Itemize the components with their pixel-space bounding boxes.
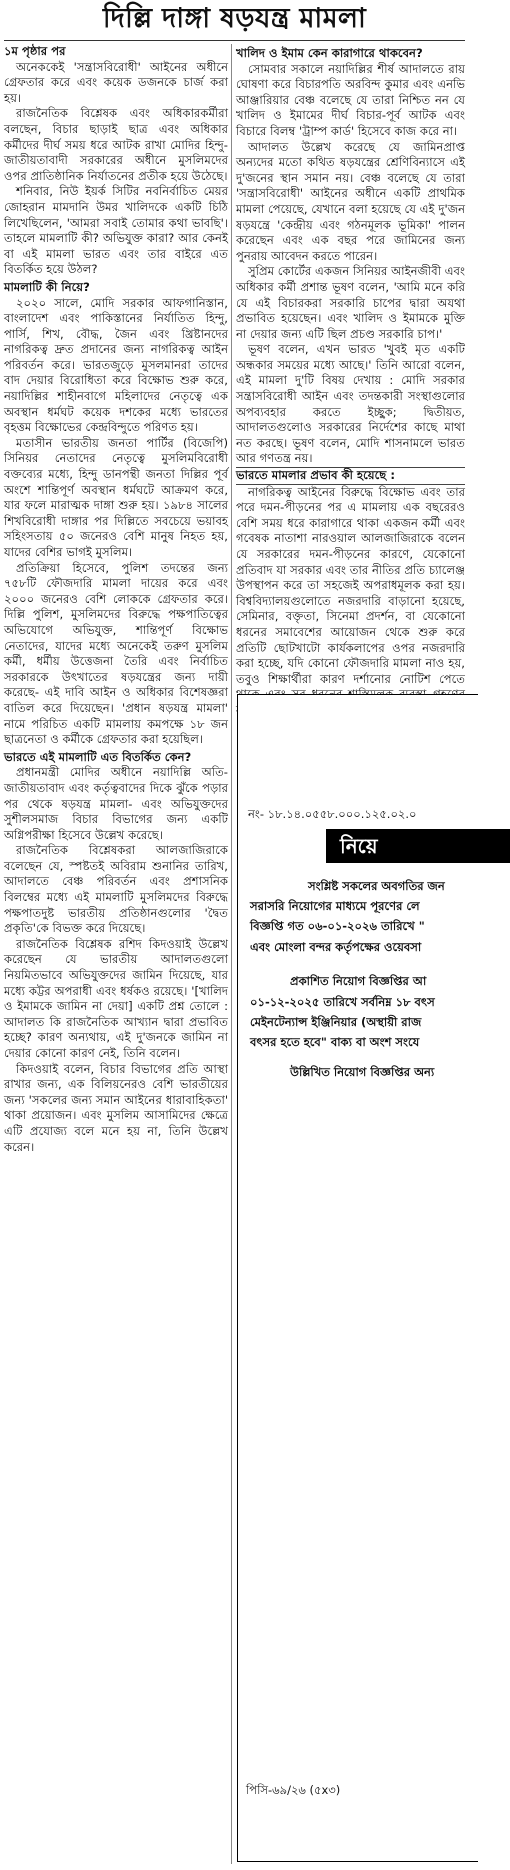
right-column [236,44,465,686]
ad-text-line: প্রকাশিত নিয়োগ বিজ্ঞপ্তির আ [290,974,427,988]
ad-text-line: সরাসরি নিয়োগের মাধ্যমে পূরণের লে [250,899,420,913]
headline-rule [4,40,465,41]
ad-text-line: বৎসর হতে হবে" বাক্য বা অংশ সংযে [250,1035,420,1049]
subheading: খালিদ ও ইমাম কেন কারাগারে থাকবেন? [236,46,423,60]
ad-text-line: এবং মোংলা বন্দর কর্তৃপক্ষের ওয়েবসা [250,940,422,954]
continued-from-kicker: ১ম পৃষ্ঠার পর [4,44,66,58]
ad-code: পিসি-৬৯/২৬ (৫x৩) [246,1783,341,1797]
ad-text-line: বিজ্ঞপ্তি গত ০৬-০১-২০২৬ তারিখে " [250,919,425,933]
paragraph: অনেককেই 'সন্ত্রাসবিরোধী' আইনের অধীনে গ্রেফতার করে এবং কয়েক ডজনকে চার্জ করা হয়। [4,59,228,105]
ad-banner: নিয়ে [326,829,510,863]
paragraph: নাগরিকত্ব আইনের বিরুদ্ধে বিক্ষোভ এবং তার পরে দমন-পীড়নের পর এ মামলায় এক বছরেরও বেশি সময় ধরে কারাগারে থাকা একজন কর্মী এবং গবেষক নাতাশা নারওয়াল আলজাজিরাকে বলেন যে সরকারের দমন-পীড়নের কারণে, যেকোনো প্রতিবাদ যা সরকার এবং তার নীতির প্রতি চ্যালেঞ্জ উপস্থাপন করে তা সহজেই অপরাধমূলক করা হয়। বিশ্ববিদ্যালয়গুলোতে নজরদারি বাড়ানো হয়েছে, সেমিনার, বক্তৃতা, সিনেমা প্রদর্শন, বা যেকোনো ধরনের সমাবেশের আয়োজন থেকে শুরু করে প্রতিটি ছোটখাটো কার্যকলাপের ওপর নজরদারি করা হচ্ছে, যদি কোনো ফৌজদারি মামলা নাও হয়, তবুও শিক্ষার্থীরা কারণ দর্শানোর নোটিশ পেতে [236,484,465,686]
paragraph: রাজনৈতিক বিশ্লেষক রশিদ কিদওয়াই উল্লেখ করেছেন যে ভারতীয় আদালতগুলো নিয়মিতভাবে অভিযুক্তদের জামিন দিয়েছে, যার মধ্যে কট্টর অপরাধী এবং ধর্ষকও রয়েছে। '[খালিদ ও ইমামকে জামিন না দেয়া] একটি প্রশ্ন তোলে : আদালত কি রাজনৈতিক আখ্যান দ্বারা প্রভাবিত হচ্ছে? কারণ অন্যথায়, এই দু'জনকে জামিন না দেয়ার কোনো কারণ নেই, তিনি বলেন। [4,936,228,1060]
ad-text-line: উল্লিখিত নিয়োগ বিজ্ঞপ্তির অন্য [290,1065,435,1079]
paragraph: সুপ্রিম কোর্টের একজন সিনিয়র আইনজীবী এবং অধিকার কর্মী প্রশান্ত ভূষণ বলেন, 'আমি মনে করি যে এই বিচারকরা সরকারি চাপের দ্বারা অযথা প্রভাবিত হয়েছেন। এবং খালিদ ও ইমামকে মুক্তি না দেয়ার জন্য এটি ছিল প্রচণ্ড সরকারি চাপ।' [236,264,465,341]
paragraph: কিদওয়াই বলেন, বিচার বিভাগের প্রতি আস্থা রাখার জন্য, এক বিলিয়নেরও বেশি ভারতীয়ের জন্য 'সকলের জন্য সমান আইনের ধারাবাহিকতা' থাকা প্রয়োজন। এবং মুসলিম আসামিদের ক্ষেত্রে এটি প্রযোজ্য বলে মনে হয় না, তিনি উল্লেখ করেন। [4,1061,228,1154]
ad-text-line: সংশ্লিষ্ট সকলের অবগতির জন [308,879,445,893]
ad-text-line: মেইনটেন্যান্স ইঞ্জিনিয়ার (অস্থায়ী রাজ [250,1015,422,1029]
headline: দিল্লি দাঙ্গা ষড়যন্ত্র মামলা [102,3,367,34]
paragraph: শনিবার, নিউ ইয়র্ক সিটির নবনির্বাচিত মেয়র জোহরান মামদানি উমর খালিদকে একটি চিঠি লিখেছিলেন, 'আমরা সবাই তোমার কথা ভাবছি'। তাহলে মামলাটি কী? অভিযুক্ত কারা? আর কেনই বা এই মামলা ভারত এবং তার বাইরে এত বিতর্কিত হয়ে উঠল? [4,184,228,277]
paragraph: প্রতিক্রিয়া হিসেবে, পুলিশ তদন্তের জন্য ৭৫৮টি ফৌজদারি মামলা দায়ের করে এবং ২০০০ জনেরও বেশি লোককে গ্রেফতার করে। দিল্লি পুলিশ, মুসলিমদের বিরুদ্ধে পক্ষপাতিত্বের অভিযোগে অভিযুক্ত, শান্তিপূর্ণ বিক্ষোভ নেতাদের, যাদের মধ্যে অনেকেই তরুণ মুসলিম কর্মী, ধর্মীয় উত্তেজনা তৈরি এবং নির্বাচিত সরকারকে উৎখাতের ষড়যন্ত্রের জন্য দায়ী করেছে- এই দাবি আইন ও অধিকার বিশেষজ্ঞরা বাতিল করে দিয়েছেন। 'প্রধান ষড়যন্ত্র মামলা' নামে পরিচিত একটি মামলায় কমপক্ষে ১৮ জন ছাত্রনেতা ও কর্মীকে গ্রেফতার করা হয়েছিল। [4,560,228,747]
paragraph: আদালত উল্লেখ করেছে যে জামিনপ্রাপ্ত অন্যদের মতো কথিত ষড়যন্ত্রের শ্রেণিবিন্যাসে এই দু'জনের স্থান সমান নয়। বেঞ্চ বলেছে যে তারা 'সন্ত্রাসবিরোধী' আইনের অধীনে একটি প্রাথমিক মামলা পেয়েছে, যেখানে বলা হয়েছে যে এই দু'জন ষড়যন্ত্রে 'কেন্দ্রীয় এবং গঠনমূলক ভূমিকা' পালন করেছেন এবং এক বছর পরে জামিনের জন্য পুনরায় আবেদন করতে পারেন। [236,139,465,263]
paragraph: রাজনৈতিক বিশ্লেষক এবং অধিকারকর্মীরা বলছেন, বিচার ছাড়াই ছাত্র এবং অধিকার কর্মীদের দীর্ঘ সময় ধরে আটক রাখা মোদির হিন্দু-জাতীয়তাবাদী সরকারের অধীনে মুসলিমদের ওপর প্রাতিষ্ঠানিক নির্যাতনের প্রতীক হয়ে উঠেছে। [4,106,228,183]
ad-text-line: ০১-১২-২০২৫ তারিখে সর্বনিম্ন ১৮ বৎস [250,995,435,1009]
left-column [4,44,228,1864]
paragraph: ভূষণ বলেন, এখন ভারত 'খুবই মৃত একটি অন্ধকার সময়ের মধ্যে আছে।' তিনি আরো বলেন, এই মামলা দু'টি বিষয় দেখায় : মোদি সরকার সন্ত্রাসবিরোধী আইন এবং তদন্তকারী সংস্থাগুলোর অপব্যবহার করতে ইচ্ছুক; দ্বিতীয়ত, আদালতগুলোও সরকারের নির্দেশের কাছে মাথা নত করছে। ভূষণ বলেন, মোদি শাসনামলে ভারত আর গণতন্ত্র নয়। [236,342,465,466]
paragraph: প্রধানমন্ত্রী মোদির অধীনে নয়াদিল্লি অতি-জাতীয়তাবাদ এবং কর্তৃত্ববাদের দিকে ঝুঁকে পড়ার পর থেকে ষড়যন্ত্র মামলা- এবং অভিযুক্তদের সুশীলসমাজ বিচার বিভাগের জন্য একটি অগ্নিপরীক্ষা হিসেবে উল্লেখ করেছে। [4,765,228,842]
ad-reference-number: নং- ১৮.১৪.০৫৫৮.০০০.১২৫.০২.০ [248,807,417,821]
subheading: ভারতে মামলার প্রভাব কী হয়েছে : [236,467,465,485]
subheading: মামলাটি কী নিয়ে? [4,279,90,294]
paragraph: ২০২০ সালে, মোদি সরকার আফগানিস্তান, বাংলাদেশ এবং পাকিস্তানের নির্যাতিত হিন্দু, পার্সি, শিখ, বৌদ্ধ, জৈন এবং খ্রিষ্টানদের নাগরিকত্ব দ্রুত প্রদানের জন্য নাগরিকত্ব আইন পরিবর্তন করে। ভারতজুড়ে মুসলমানরা তাদের বাদ দেয়ার বিরোধিতা করে বিক্ষোভ শুরু করে, নয়াদিল্লির শাহীনবাগে মহিলাদের নেতৃত্বে এক অবস্থান ধর্মঘট কয়েক দশকের মধ্যে ভারতের বৃহত্তম বিক্ষোভের কেন্দ্রবিন্দুতে পরিণত হয়। [4,295,228,435]
paragraph: মতাসীন ভারতীয় জনতা পার্টির (বিজেপি) সিনিয়র নেতাদের নেতৃত্বে মুসলিমবিরোধী বক্তব্যের মধ্যে, হিন্দু ডানপন্থী জনতা দিল্লির পূর্ব অংশে শান্তিপূর্ণ অবস্থান ধর্মঘটে আক্রমণ করে, যার ফলে মারাত্মক দাঙ্গা শুরু হয়। ১৯৮৪ সালের শিখবিরোধী দাঙ্গার পর দিল্লিতে সবচেয়ে ভয়াবহ সহিংসতায় ৫০ জনেরও বেশি মানুষ নিহত হয়, যাদের বেশির ভাগই মুসলিম। [4,435,228,559]
paragraph: সোমবার সকালে নয়াদিল্লির শীর্ষ আদালতে রায় ঘোষণা করে বিচারপতি অরবিন্দ কুমার এবং এনভি আঞ্জারিয়ার বেঞ্চ বলেছে যে তারা নিশ্চিত নন যে খালিদ ও ইমামের দীর্ঘ বিচার-পূর্ব আটক এবং বিচারে বিলম্ব 'ট্রাম্প কার্ড' হিসেবে কাজ করে না। [236,61,465,138]
column-divider [231,44,232,1864]
recruitment-advertisement [237,694,478,1862]
paragraph: রাজনৈতিক বিশ্লেষকরা আলজাজিরাকে বলেছেন যে, স্পষ্টতই অবিরাম শুনানির তারিখ, আদালতে বেঞ্চ পরিবর্তন এবং প্রশাসনিক বিলম্বের মধ্যে এই মামলাটি মুসলিমদের বিরুদ্ধে পক্ষপাতদুষ্ট ভারতীয় প্রতিষ্ঠানগুলোর 'দ্বৈত প্রকৃতি'কে বিভক্ত করে দিয়েছে। [4,843,228,936]
subheading: ভারতে এই মামলাটি এত বিতর্কিত কেন? [4,749,192,764]
